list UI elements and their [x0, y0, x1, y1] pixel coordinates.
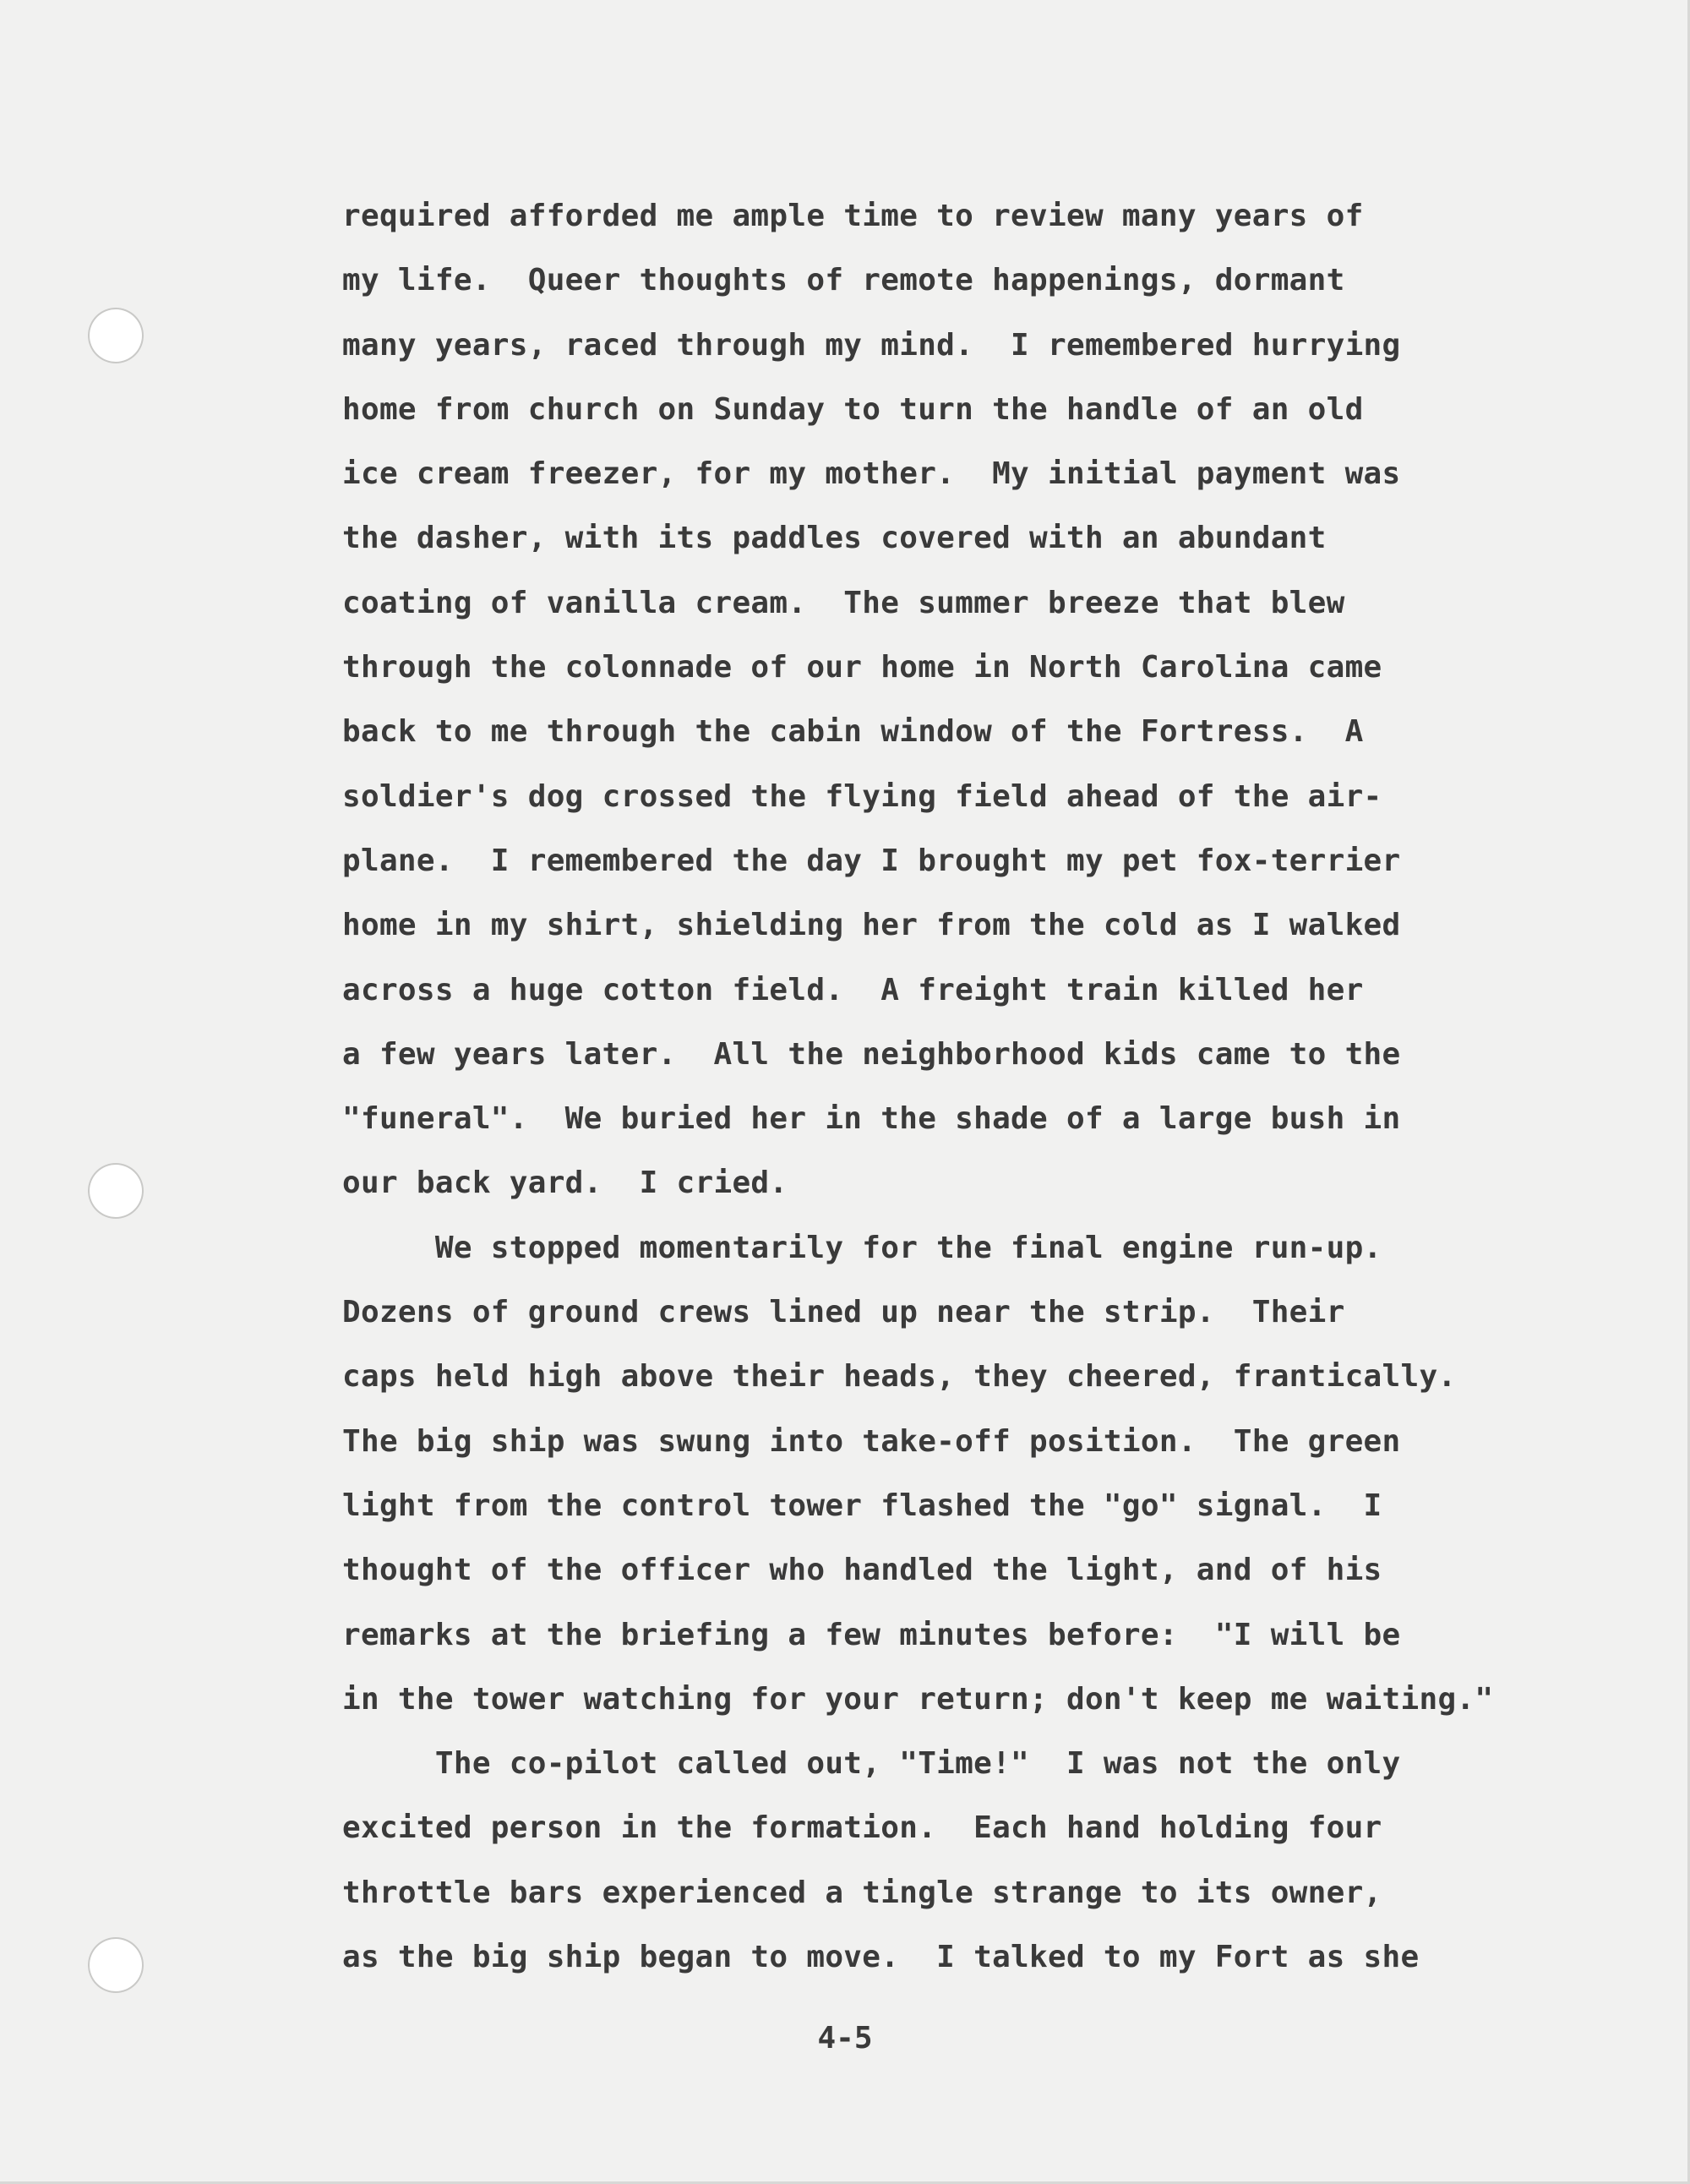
- text-line-16: our back yard. I cried.: [342, 1166, 788, 1201]
- page-number: 4-5: [817, 2021, 873, 2056]
- text-line-24: in the tower watching for your return; don't keep me waiting.": [342, 1681, 1494, 1717]
- text-line-21: light from the control tower flashed the "go" signal. I: [342, 1488, 1382, 1523]
- text-line-10: soldier's dog crossed the flying field ahead of the air-: [342, 778, 1382, 814]
- text-line-3: many years, raced through my mind. I remembered hurrying: [342, 327, 1401, 363]
- text-line-19: caps held high above their heads, they cheered, frantically.: [342, 1359, 1457, 1395]
- text-line-20: The big ship was swung into take-off position. The green: [342, 1423, 1401, 1459]
- text-line-4: home from church on Sunday to turn the handle of an old: [342, 391, 1364, 427]
- text-line-7: coating of vanilla cream. The summer breeze that blew: [342, 585, 1345, 620]
- text-line-6: the dasher, with its paddles covered with an abundant: [342, 521, 1327, 556]
- text-line-25: The co-pilot called out, "Time!" I was not the only: [342, 1746, 1401, 1782]
- text-line-15: "funeral". We buried her in the shade of a large bush in: [342, 1101, 1401, 1137]
- text-line-11: plane. I remembered the day I brought my pet fox-terrier: [342, 843, 1401, 878]
- punch-hole-top: [88, 308, 144, 363]
- text-line-23: remarks at the briefing a few minutes before: "I will be: [342, 1617, 1401, 1652]
- typewritten-body: [342, 184, 1508, 1990]
- text-line-14: a few years later. All the neighborhood kids came to the: [342, 1036, 1401, 1072]
- text-line-17: We stopped momentarily for the final engine run-up.: [342, 1230, 1382, 1265]
- text-line-28: as the big ship began to move. I talked to my Fort as she: [342, 1940, 1420, 1975]
- punch-hole-middle: [88, 1163, 144, 1219]
- text-line-26: excited person in the formation. Each hand holding four: [342, 1810, 1382, 1846]
- text-line-9: back to me through the cabin window of the Fortress. A: [342, 714, 1364, 750]
- text-line-22: thought of the officer who handled the light, and of his: [342, 1553, 1382, 1588]
- text-line-8: through the colonnade of our home in North Carolina came: [342, 650, 1382, 685]
- text-line-5: ice cream freezer, for my mother. My initial payment was: [342, 456, 1401, 492]
- text-line-2: my life. Queer thoughts of remote happenings, dormant: [342, 263, 1345, 298]
- text-line-27: throttle bars experienced a tingle strange to its owner,: [342, 1875, 1382, 1910]
- punch-hole-bottom: [88, 1937, 144, 1993]
- text-line-1: required afforded me ample time to review many years of: [342, 199, 1364, 233]
- text-line-18: Dozens of ground crews lined up near the strip. Their: [342, 1295, 1345, 1330]
- text-line-12: home in my shirt, shielding her from the cold as I walked: [342, 908, 1401, 943]
- text-line-13: across a huge cotton field. A freight train killed her: [342, 972, 1364, 1007]
